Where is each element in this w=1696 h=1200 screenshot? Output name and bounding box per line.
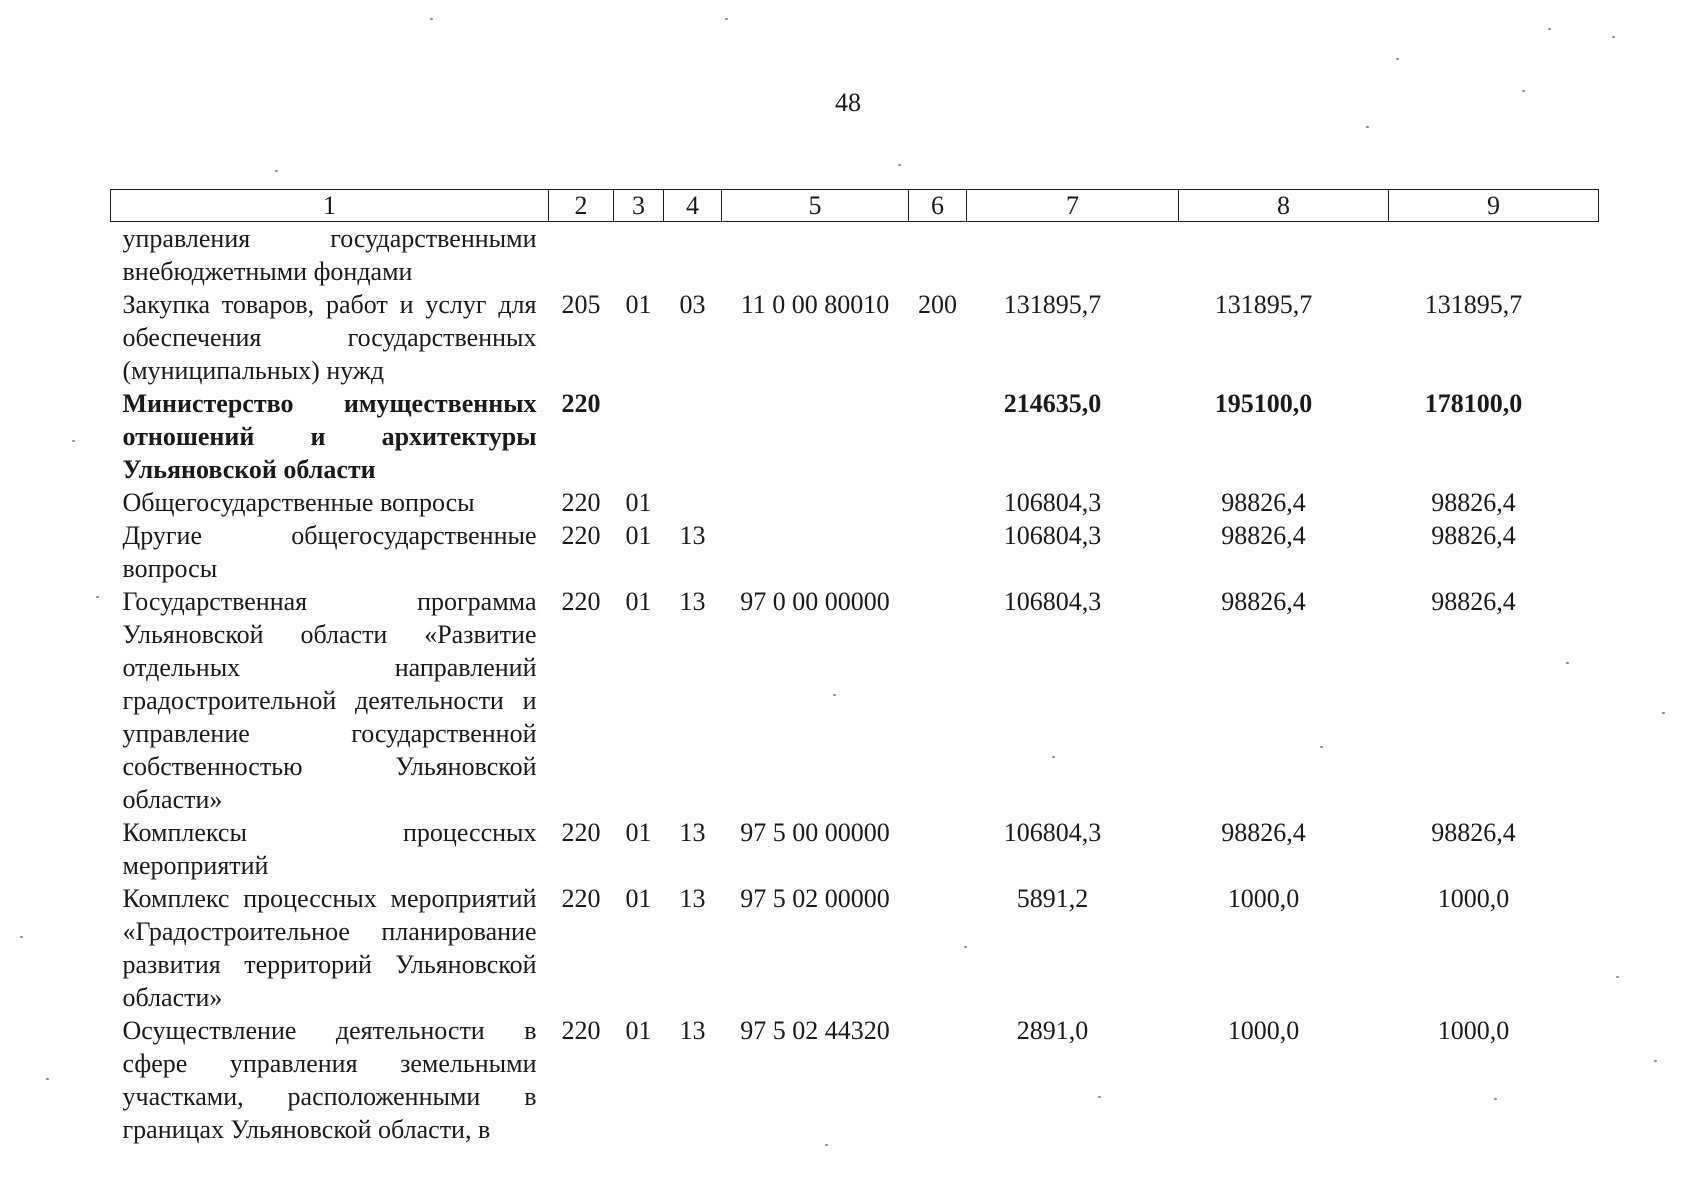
cell-ministry-code: 220 (561, 1016, 601, 1045)
header-col-4: 4 (664, 190, 722, 222)
scan-speck (1098, 1096, 1101, 1098)
header-row (111, 190, 1599, 222)
cell-target-article: 97 5 02 44320 (740, 1016, 890, 1045)
cell-amount-year-3: 1000,0 (1437, 1016, 1510, 1045)
table-row (111, 882, 1599, 1014)
cell-ministry-code: 220 (561, 389, 601, 418)
cell-section: 01 (625, 587, 652, 616)
header-col-3: 3 (614, 190, 664, 222)
header-col-1: 1 (111, 190, 549, 222)
cell-section (614, 387, 664, 486)
cell-ministry-code: 220 (561, 818, 601, 847)
cell-target-article: 97 0 00 00000 (740, 587, 890, 616)
cell-amount-year-3: 98826,4 (1431, 818, 1516, 847)
scan-speck (1494, 1098, 1497, 1100)
row-name: Комплексы процессных мероприятий (122, 818, 537, 880)
cell-amount-year-3: 178100,0 (1424, 389, 1523, 418)
cell-target-article (722, 519, 909, 585)
row-name: Министерство имущественных отношений и архитектуры Ульяновской области (122, 389, 537, 484)
cell-amount-year-1: 5891,2 (1016, 884, 1089, 913)
scan-speck (1548, 28, 1551, 30)
scan-speck (1654, 1060, 1657, 1062)
cell-target-article (722, 486, 909, 519)
scan-speck (1662, 712, 1665, 714)
scan-speck (1320, 746, 1323, 748)
cell-amount-year-3: 98826,4 (1431, 587, 1516, 616)
cell-amount-year-3: 131895,7 (1424, 290, 1523, 319)
row-name: Другие общегосударственные вопросы (122, 521, 537, 583)
cell-target-article (722, 387, 909, 486)
cell-target-article: 97 5 02 00000 (740, 884, 890, 913)
cell-target-article: 11 0 00 80010 (740, 290, 890, 319)
page-number: 48 (835, 88, 861, 117)
cell-amount-year-3: 98826,4 (1431, 521, 1516, 550)
scan-speck (275, 170, 278, 172)
cell-amount-year-3: 1000,0 (1437, 884, 1510, 913)
cell-amount-year-2: 195100,0 (1214, 389, 1313, 418)
row-name: Государственная программа Ульяновской области «Развитие отдельных направлений градостроительной деятельности и управление государственной собственностью Ульяновской области» (122, 587, 537, 814)
scan-speck (833, 694, 836, 696)
cell-amount-year-1: 214635,0 (1003, 389, 1102, 418)
scan-speck (1366, 126, 1369, 128)
scan-speck (898, 164, 901, 166)
cell-expense-type (909, 486, 967, 519)
table-body (111, 222, 1599, 1147)
cell-amount-year-1: 106804,3 (1003, 488, 1102, 517)
scan-speck (964, 946, 967, 948)
cell-amount-year-2: 98826,4 (1221, 587, 1306, 616)
cell-amount-year-2: 98826,4 (1221, 521, 1306, 550)
cell-expense-type (909, 222, 967, 289)
cell-subsection: 03 (679, 290, 706, 319)
scan-speck (725, 18, 728, 20)
scan-speck (46, 1078, 49, 1080)
table-row (111, 387, 1599, 486)
cell-target-article (722, 222, 909, 289)
cell-section: 01 (625, 884, 652, 913)
cell-section (614, 222, 664, 289)
cell-subsection: 13 (679, 521, 706, 550)
cell-expense-type (909, 519, 967, 585)
header-col-8: 8 (1179, 190, 1389, 222)
cell-amount-year-3 (1389, 222, 1599, 289)
cell-amount-year-1: 131895,7 (1003, 290, 1102, 319)
scan-speck (825, 1144, 828, 1146)
cell-subsection (664, 222, 722, 289)
cell-expense-type (909, 585, 967, 816)
scan-speck (1566, 662, 1569, 664)
scan-speck (1612, 36, 1615, 38)
header-col-7: 7 (967, 190, 1179, 222)
cell-subsection: 13 (679, 884, 706, 913)
cell-section: 01 (625, 488, 652, 517)
scan-speck (1052, 756, 1055, 758)
cell-subsection: 13 (679, 818, 706, 847)
table-header (111, 190, 1599, 222)
header-col-9: 9 (1389, 190, 1599, 222)
scan-speck (72, 440, 75, 442)
cell-amount-year-2: 98826,4 (1221, 818, 1306, 847)
cell-section: 01 (625, 290, 652, 319)
table-row (111, 816, 1599, 882)
row-name: Общегосударственные вопросы (122, 488, 475, 517)
cell-amount-year-2: 131895,7 (1214, 290, 1313, 319)
cell-expense-type (909, 1014, 967, 1146)
header-col-2: 2 (549, 190, 614, 222)
scan-speck (1522, 90, 1525, 92)
cell-expense-type: 200 (918, 290, 957, 319)
budget-table (110, 189, 1599, 1146)
cell-expense-type (909, 882, 967, 1014)
cell-ministry-code: 205 (561, 290, 601, 319)
header-col-5: 5 (722, 190, 909, 222)
cell-ministry-code (549, 222, 614, 289)
cell-subsection: 13 (679, 1016, 706, 1045)
cell-expense-type (909, 816, 967, 882)
table-row (111, 585, 1599, 816)
scan-speck (430, 18, 433, 20)
cell-ministry-code: 220 (561, 587, 601, 616)
table-row (111, 1014, 1599, 1146)
cell-target-article: 97 5 00 00000 (740, 818, 890, 847)
cell-amount-year-1: 2891,0 (1016, 1016, 1089, 1045)
table-row (111, 519, 1599, 585)
scan-speck (20, 936, 23, 938)
cell-amount-year-2: 1000,0 (1227, 1016, 1300, 1045)
cell-subsection (664, 486, 722, 519)
cell-expense-type (909, 387, 967, 486)
table-row (111, 486, 1599, 519)
cell-section: 01 (625, 818, 652, 847)
table-row (111, 288, 1599, 387)
row-name: Закупка товаров, работ и услуг для обеспечения государственных (муниципальных) нужд (122, 290, 537, 385)
row-name: управления государственными внебюджетными фондами (122, 224, 537, 286)
row-name: Комплекс процессных мероприятий «Градостроительное планирование развития территорий Ульяновской области» (122, 884, 537, 1012)
cell-ministry-code: 220 (561, 521, 601, 550)
cell-amount-year-2: 1000,0 (1227, 884, 1300, 913)
cell-ministry-code: 220 (561, 884, 601, 913)
cell-section: 01 (625, 521, 652, 550)
cell-subsection: 13 (679, 587, 706, 616)
header-col-6: 6 (909, 190, 967, 222)
cell-amount-year-2: 98826,4 (1221, 488, 1306, 517)
table-row (111, 222, 1599, 289)
cell-amount-year-2 (1179, 222, 1389, 289)
cell-amount-year-1: 106804,3 (1003, 818, 1102, 847)
cell-amount-year-3: 98826,4 (1431, 488, 1516, 517)
cell-ministry-code: 220 (561, 488, 601, 517)
cell-section: 01 (625, 1016, 652, 1045)
cell-subsection (664, 387, 722, 486)
scan-speck (1616, 976, 1619, 978)
cell-amount-year-1: 106804,3 (1003, 521, 1102, 550)
scan-speck (96, 596, 99, 598)
scan-speck (1396, 58, 1399, 60)
cell-amount-year-1: 106804,3 (1003, 587, 1102, 616)
cell-amount-year-1 (967, 222, 1179, 289)
row-name: Осуществление деятельности в сфере управления земельными участками, расположенными в границах Ульяновской области, в (122, 1016, 537, 1144)
